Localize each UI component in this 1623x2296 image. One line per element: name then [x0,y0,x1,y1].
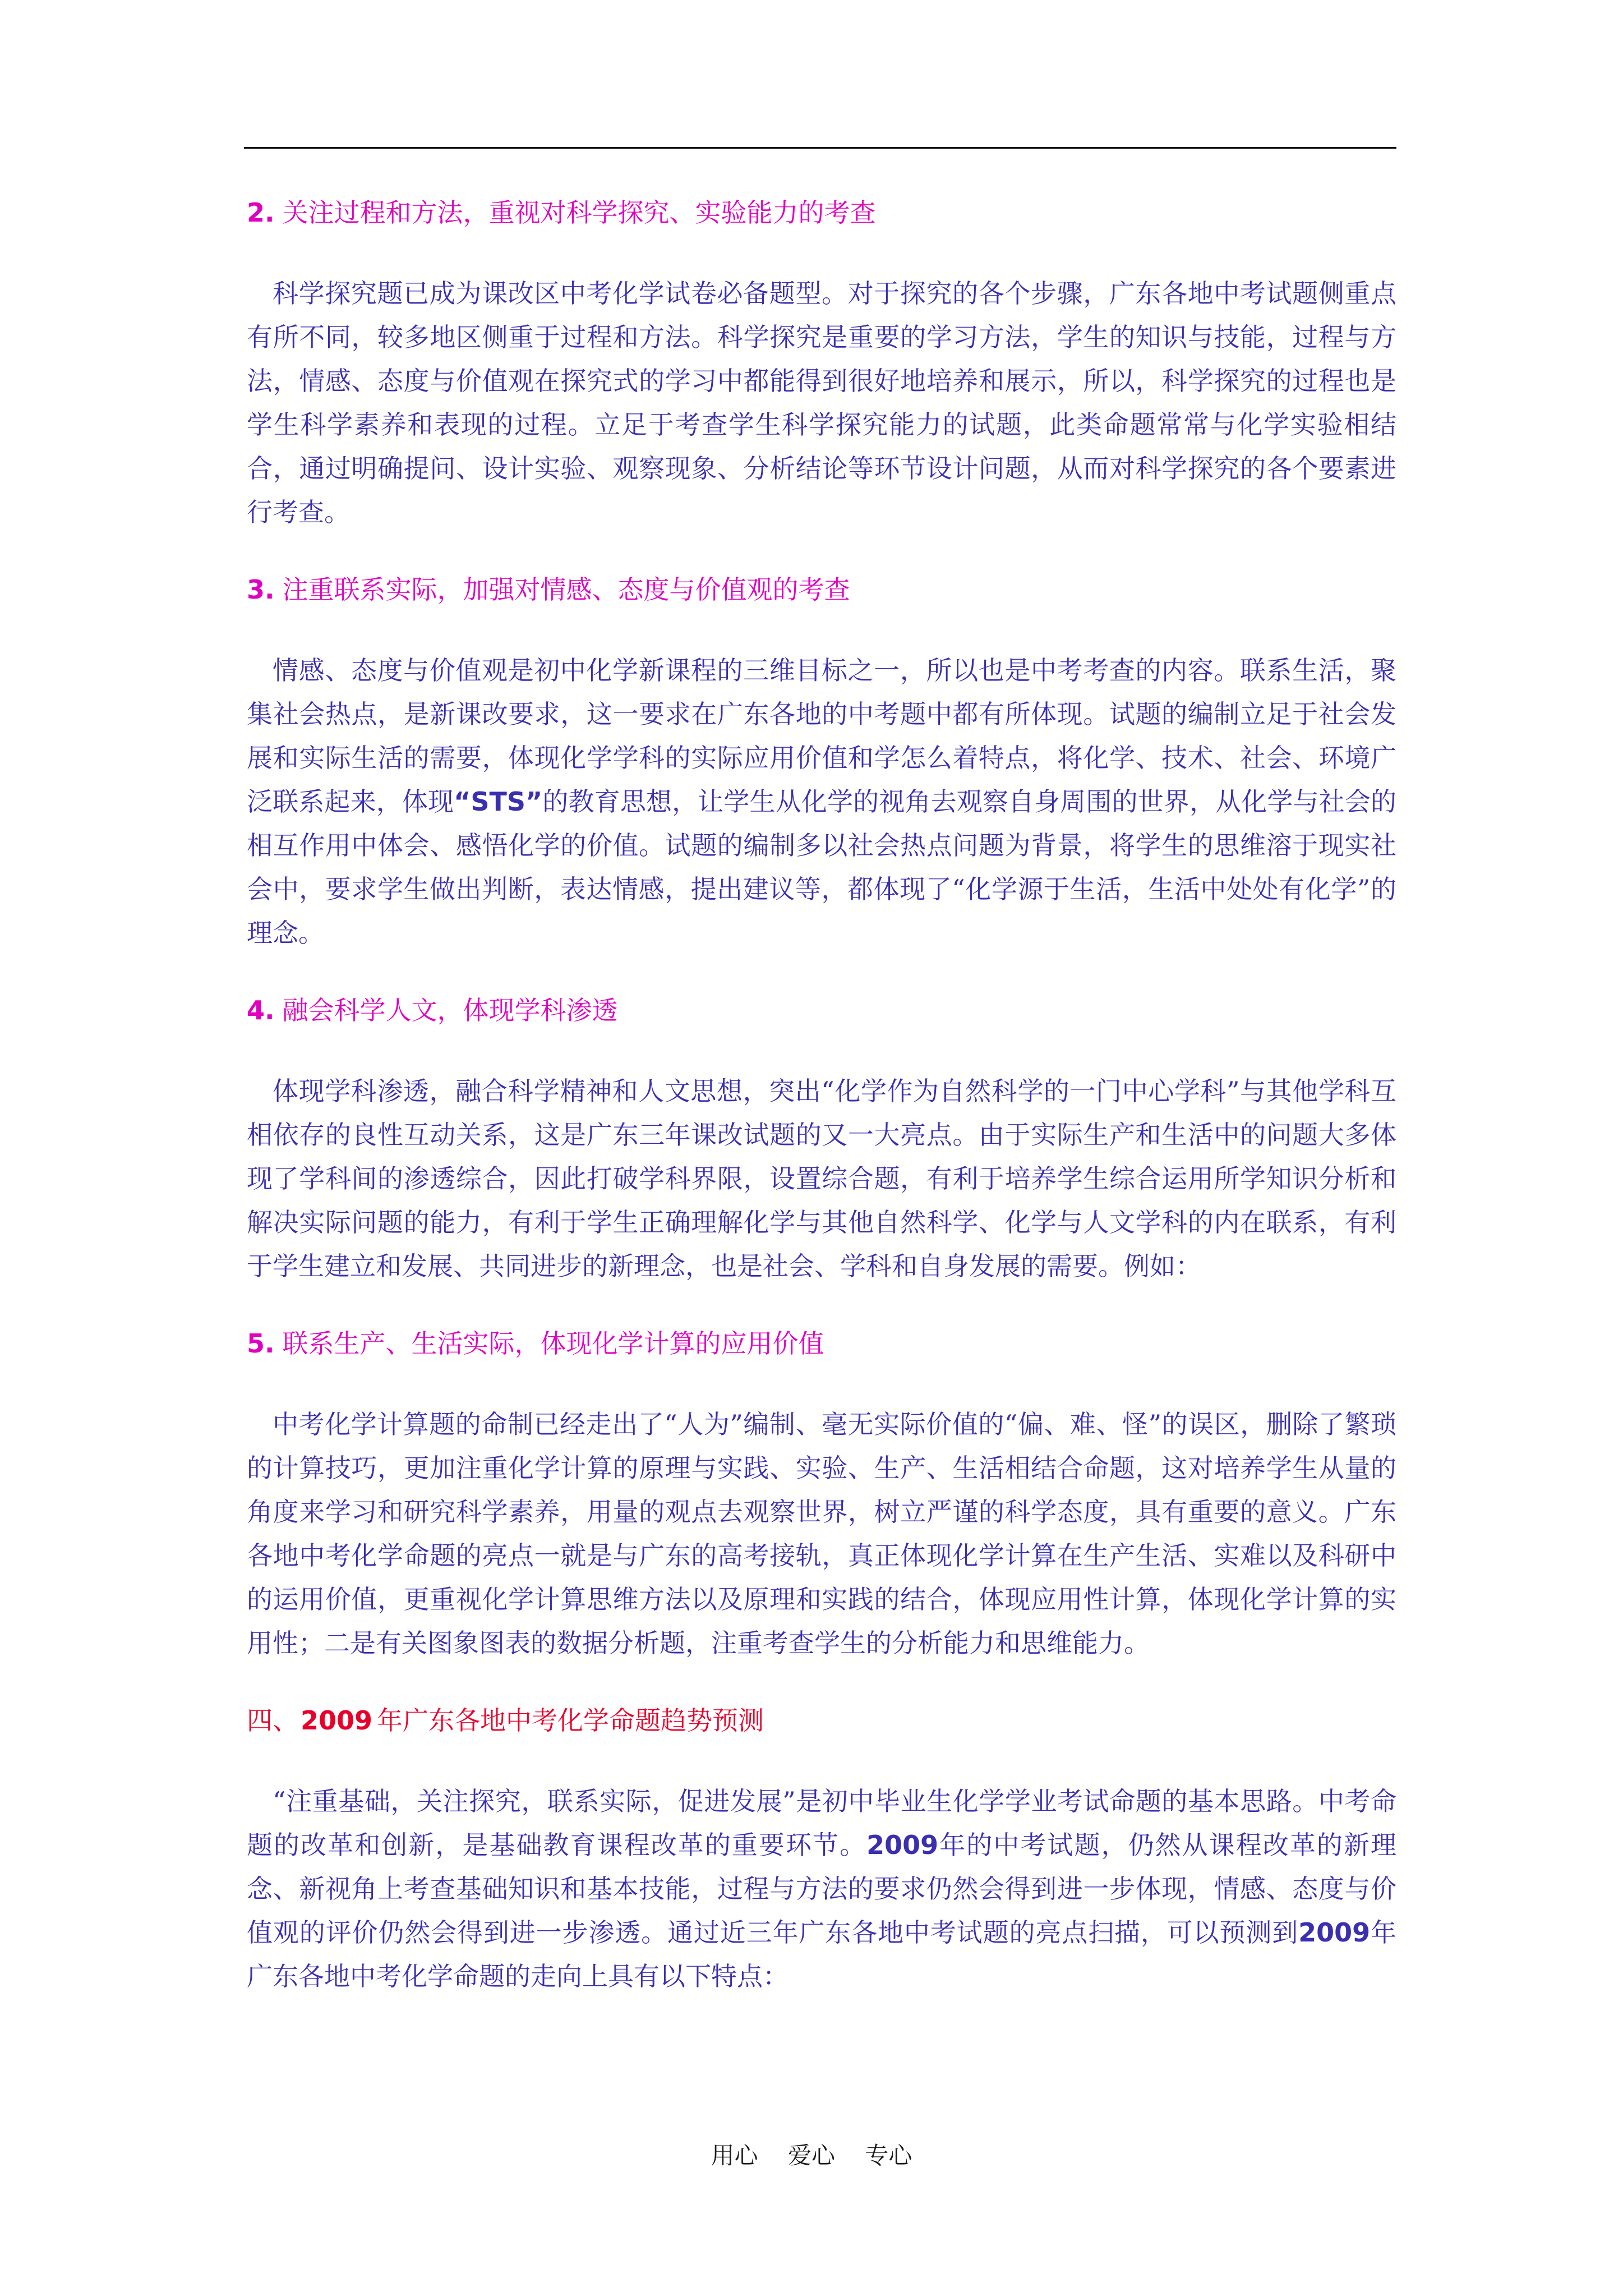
major-heading-year: 2009 [301,1705,373,1736]
section-body-5: 中考化学计算题的命制已经走出了“人为”编制、毫无实际价值的“偏、难、怪”的误区，删除了繁琐的计算技巧，更加注重化学计算的原理与实践、实验、生产、生活相结合命题，这对培养学生从量的角度来学习和研究科学素养，用量的观点去观察世界，树立严谨的科学态度，具有重要的意义。广东各地中考化学命题的亮点一就是与广东的高考接轨，真正体现化学计算在生产生活、实难以及科研中的运用价值，更重视化学计算思维方法以及原理和实践的结合，体现应用性计算，体现化学计算的实用性；二是有关图象图表的数据分析题，注重考查学生的分析能力和思维能力。 [247,1409,1396,1658]
major-heading-prefix: 四、 [247,1705,298,1736]
major-section-body [247,1779,1396,1998]
section-title: 联系生产、生活实际，体现化学计算的应用价值 [282,1328,824,1359]
body-text: 年的中考试题，仍然从课程改革的新理念、新视角上考查基础知识和基本技能，过程与方法的要求仍然会得到进一步体现，情感、态度与价值观的评价仍然会得到进一步渗透。通过近三年广东各地中考试题的亮点扫描，可以预测到 [247,1830,1397,1948]
section-number: 2. [247,197,275,228]
section-title: 注重联系实际，加强对情感、态度与价值观的考查 [282,574,850,605]
section-body-2: 科学探究题已成为课改区中考化学试卷必备题型。对于探究的各个步骤，广东各地中考试题侧重点有所不同，较多地区侧重于过程和方法。科学探究是重要的学习方法，学生的知识与技能，过程与方法，情感、态度与价值观在探究式的学习中都能得到很好地培养和展示，所以，科学探究的过程也是学生科学素养和表现的过程。立足于考查学生科学探究能力的试题，此类命题常常与化学实验相结合，通过明确提问、设计实验、观察现象、分析结论等环节设计问题，从而对科学探究的各个要素进行考查。 [247,278,1396,527]
body-text: 的教育思想，让学生从化学的视角去观察自身周围的世界，从化学与社会的相互作用中体会、感悟化学的价值。试题的编制多以社会热点问题为背景，将学生的思维溶于现实社会中，要求学生做出判断，表达情感，提出建议等，都体现了“化学源于生活，生活中处处有化学”的理念。 [247,786,1397,948]
section-body-3 [247,648,1396,955]
section-number: 5. [247,1328,275,1359]
page-footer: 用心 爱心 专心 [711,2142,912,2169]
section-heading-4 [247,988,1396,1032]
document-content [247,191,1396,1998]
section-body-4: 体现学科渗透，融合科学精神和人文思想，突出“化学作为自然科学的一门中心学科”与其他学科互相依存的良性互动关系，这是广东三年课改试题的又一大亮点。由于实际生产和生活中的问题大多体现了学科间的渗透综合，因此打破学科界限，设置综合题，有利于培养学生综合运用所学知识分析和解决实际问题的能力，有利于学生正确理解化学与其他自然科学、化学与人文学科的内在联系，有利于学生建立和发展、共同进步的新理念，也是社会、学科和自身发展的需要。例如： [247,1076,1396,1281]
section-title: 融会科学人文，体现学科渗透 [282,995,618,1025]
section-number: 4. [247,995,275,1025]
body-text: 情感、态度与价值观是初中化学新课程的三维目标之一，所以也是中考考查的内容。联系生活，聚集社会热点，是新课改要求，这一要求在广东各地的中考题中都有所体现。试题的编制立足于社会发展和实际生活的需要，体现化学学科的实际应用价值和学怎么着特点，将化学、技术、社会、环境广泛联系起来，体现 [247,655,1396,817]
header-rule [244,147,1396,149]
major-heading-title: 年广东各地中考化学命题趋势预测 [377,1705,764,1736]
year-term: 2009 [866,1830,939,1860]
section-number: 3. [247,574,275,605]
section-heading-3 [247,568,1396,611]
sts-term: “STS” [454,786,543,817]
section-title: 关注过程和方法，重视对科学探究、实验能力的考查 [282,197,876,228]
major-heading-4 [247,1699,1396,1742]
section-heading-5 [247,1322,1396,1365]
body-text: “注重基础，关注探究，联系实际，促进发展”是初中毕业生化学学业考试命题的基本思路。中考命题的改革和创新，是基础教育课程改革的重要环节。 [247,1786,1396,1860]
year-term: 2009 [1298,1917,1371,1948]
body-text: 年广东各地中考化学命题的走向上具有以下特点： [247,1917,1397,1991]
section-heading-2 [247,191,1396,234]
